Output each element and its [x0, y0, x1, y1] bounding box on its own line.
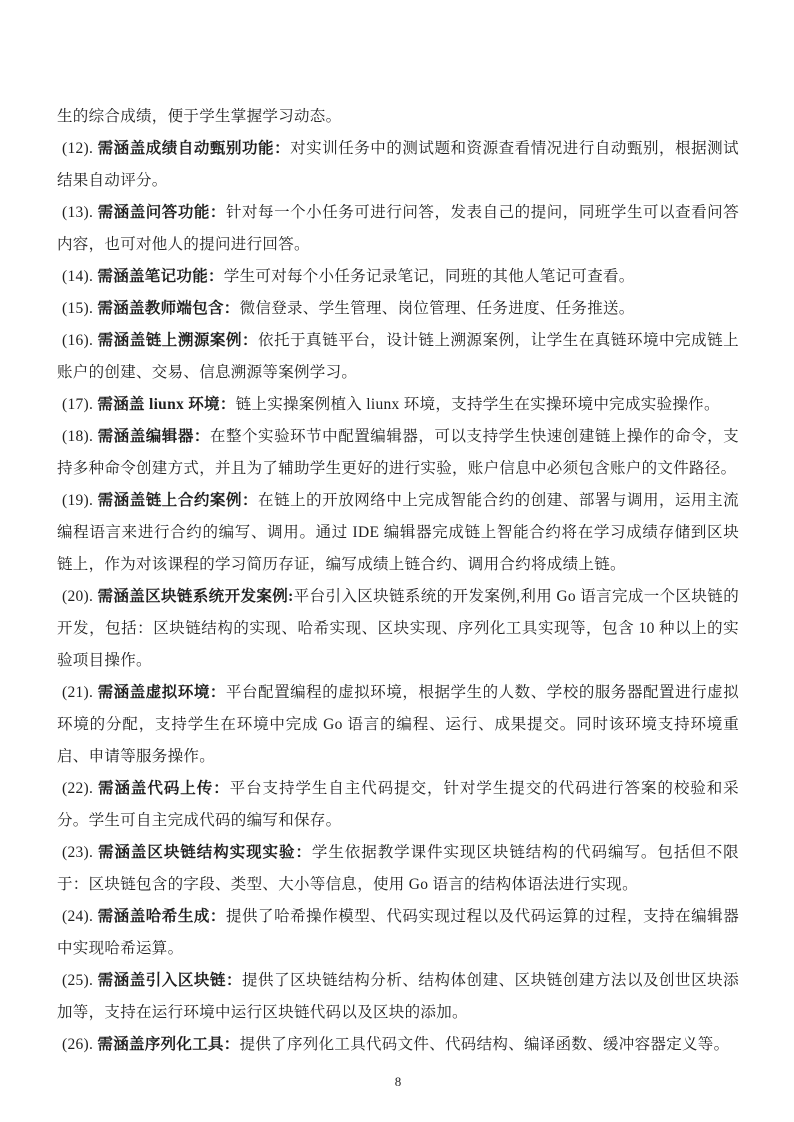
item-body: 微信登录、学生管理、岗位管理、任务进度、任务推送。 — [239, 300, 635, 317]
item-title: 需涵盖编辑器： — [97, 428, 210, 445]
requirement-item — [57, 485, 739, 581]
item-body: 在链上的开放网络中上完成智能合约的创建、部署与调用，运用主流编程语言来进行合约的编写、调用。通过 IDE 编辑器完成链上智能合约将在学习成绩存储到区块链上，作为对该课程的学习简历存证，编写成绩上链合约、调用合约将成绩上链。 — [57, 492, 739, 573]
item-title: 需涵盖问答功能： — [97, 204, 226, 221]
requirement-item — [57, 133, 739, 197]
item-number: (14). — [62, 268, 94, 285]
item-title: 需涵盖区块链结构实现实验： — [98, 844, 312, 861]
requirement-item — [57, 837, 739, 901]
requirement-item — [57, 293, 739, 325]
page-number: 8 — [394, 1074, 402, 1089]
item-number: (16). — [62, 332, 94, 349]
item-body: 对实训任务中的测试题和资源查看情况进行自动甄别，根据测试结果自动评分。 — [57, 140, 739, 189]
item-body: 提供了序列化工具代码文件、代码结构、编译函数、缓冲容器定义等。 — [239, 1036, 730, 1053]
item-number: (13). — [62, 204, 94, 221]
item-number: (21). — [62, 684, 94, 701]
paragraph-continuation: 生的综合成绩，便于学生掌握学习动态。 — [57, 108, 342, 125]
requirement-item — [57, 261, 739, 293]
requirement-item — [57, 901, 739, 965]
item-title: 需涵盖链上合约案例： — [97, 492, 259, 509]
item-body: 在整个实验环节中配置编辑器，可以支持学生快速创建链上操作的命令，支持多种命令创建方式，并且为了辅助学生更好的进行实验，账户信息中必须包含账户的文件路径。 — [57, 428, 739, 477]
item-title: 需涵盖教师端包含： — [97, 300, 240, 317]
item-body: 提供了区块链结构分析、结构体创建、区块链创建方法以及创世区块添加等，支持在运行环境中运行区块链代码以及区块的添加。 — [57, 972, 739, 1021]
item-title: 需涵盖笔记功能： — [97, 268, 224, 285]
item-title: 需涵盖 liunx 环境： — [97, 396, 236, 413]
item-title: 需涵盖序列化工具： — [97, 1036, 240, 1053]
item-title: 需涵盖哈希生成： — [97, 908, 226, 925]
item-body: 针对每一个小任务可进行问答，发表自己的提问，同班学生可以查看问答内容，也可对他人的提问进行回答。 — [57, 204, 739, 253]
requirement-item — [57, 389, 739, 421]
item-title: 需涵盖虚拟环境： — [97, 684, 226, 701]
item-number: (18). — [62, 428, 94, 445]
item-number: (25). — [62, 972, 94, 989]
requirement-item — [57, 421, 739, 485]
item-body: 平台支持学生自主代码提交，针对学生提交的代码进行答案的校验和采分。学生可自主完成代码的编写和保存。 — [57, 780, 739, 829]
item-number: (23). — [62, 844, 94, 861]
requirement-item — [57, 197, 739, 261]
requirement-item — [57, 1029, 739, 1061]
requirement-item — [57, 965, 739, 1029]
item-number: (20). — [62, 588, 94, 605]
item-body: 平台引入区块链系统的开发案例,利用 Go 语言完成一个区块链的开发，包括：区块链结构的实现、哈希实现、区块实现、序列化工具实现等，包含 10 种以上的实验项目操作。 — [57, 588, 739, 669]
item-body: 平台配置编程的虚拟环境，根据学生的人数、学校的服务器配置进行虚拟环境的分配，支持学生在环境中完成 Go 语言的编程、运行、成果提交。同时该环境支持环境重启、申请等服务操作。 — [57, 684, 739, 765]
item-number: (26). — [62, 1036, 94, 1053]
item-title: 需涵盖成绩自动甄别功能： — [97, 140, 291, 157]
item-body: 提供了哈希操作模型、代码实现过程以及代码运算的过程，支持在编辑器中实现哈希运算。 — [57, 908, 739, 957]
requirement-item — [57, 581, 739, 677]
item-number: (19). — [62, 492, 94, 509]
item-title: 需涵盖链上溯源案例： — [97, 332, 259, 349]
item-title: 需涵盖区块链系统开发案例: — [97, 588, 294, 605]
item-number: (24). — [62, 908, 94, 925]
item-body: 学生依据教学课件实现区块链结构的代码编写。包括但不限于：区块链包含的字段、类型、大小等信息，使用 Go 语言的结构体语法进行实现。 — [57, 844, 739, 893]
item-body: 链上实操案例植入 liunx 环境，支持学生在实操环境中完成实验操作。 — [235, 396, 720, 413]
requirements-list — [57, 133, 739, 1061]
item-number: (22). — [62, 780, 94, 797]
item-title: 需涵盖代码上传： — [98, 780, 230, 797]
item-number: (17). — [62, 396, 94, 413]
requirement-item — [57, 325, 739, 389]
item-body: 学生可对每个小任务记录笔记，同班的其他人笔记可查看。 — [223, 268, 635, 285]
item-body: 依托于真链平台，设计链上溯源案例，让学生在真链环境中完成链上账户的创建、交易、信息溯源等案例学习。 — [57, 332, 739, 381]
item-number: (15). — [62, 300, 94, 317]
requirement-item — [57, 677, 739, 773]
item-title: 需涵盖引入区块链： — [97, 972, 242, 989]
requirement-item — [57, 773, 739, 837]
item-number: (12). — [62, 140, 94, 157]
